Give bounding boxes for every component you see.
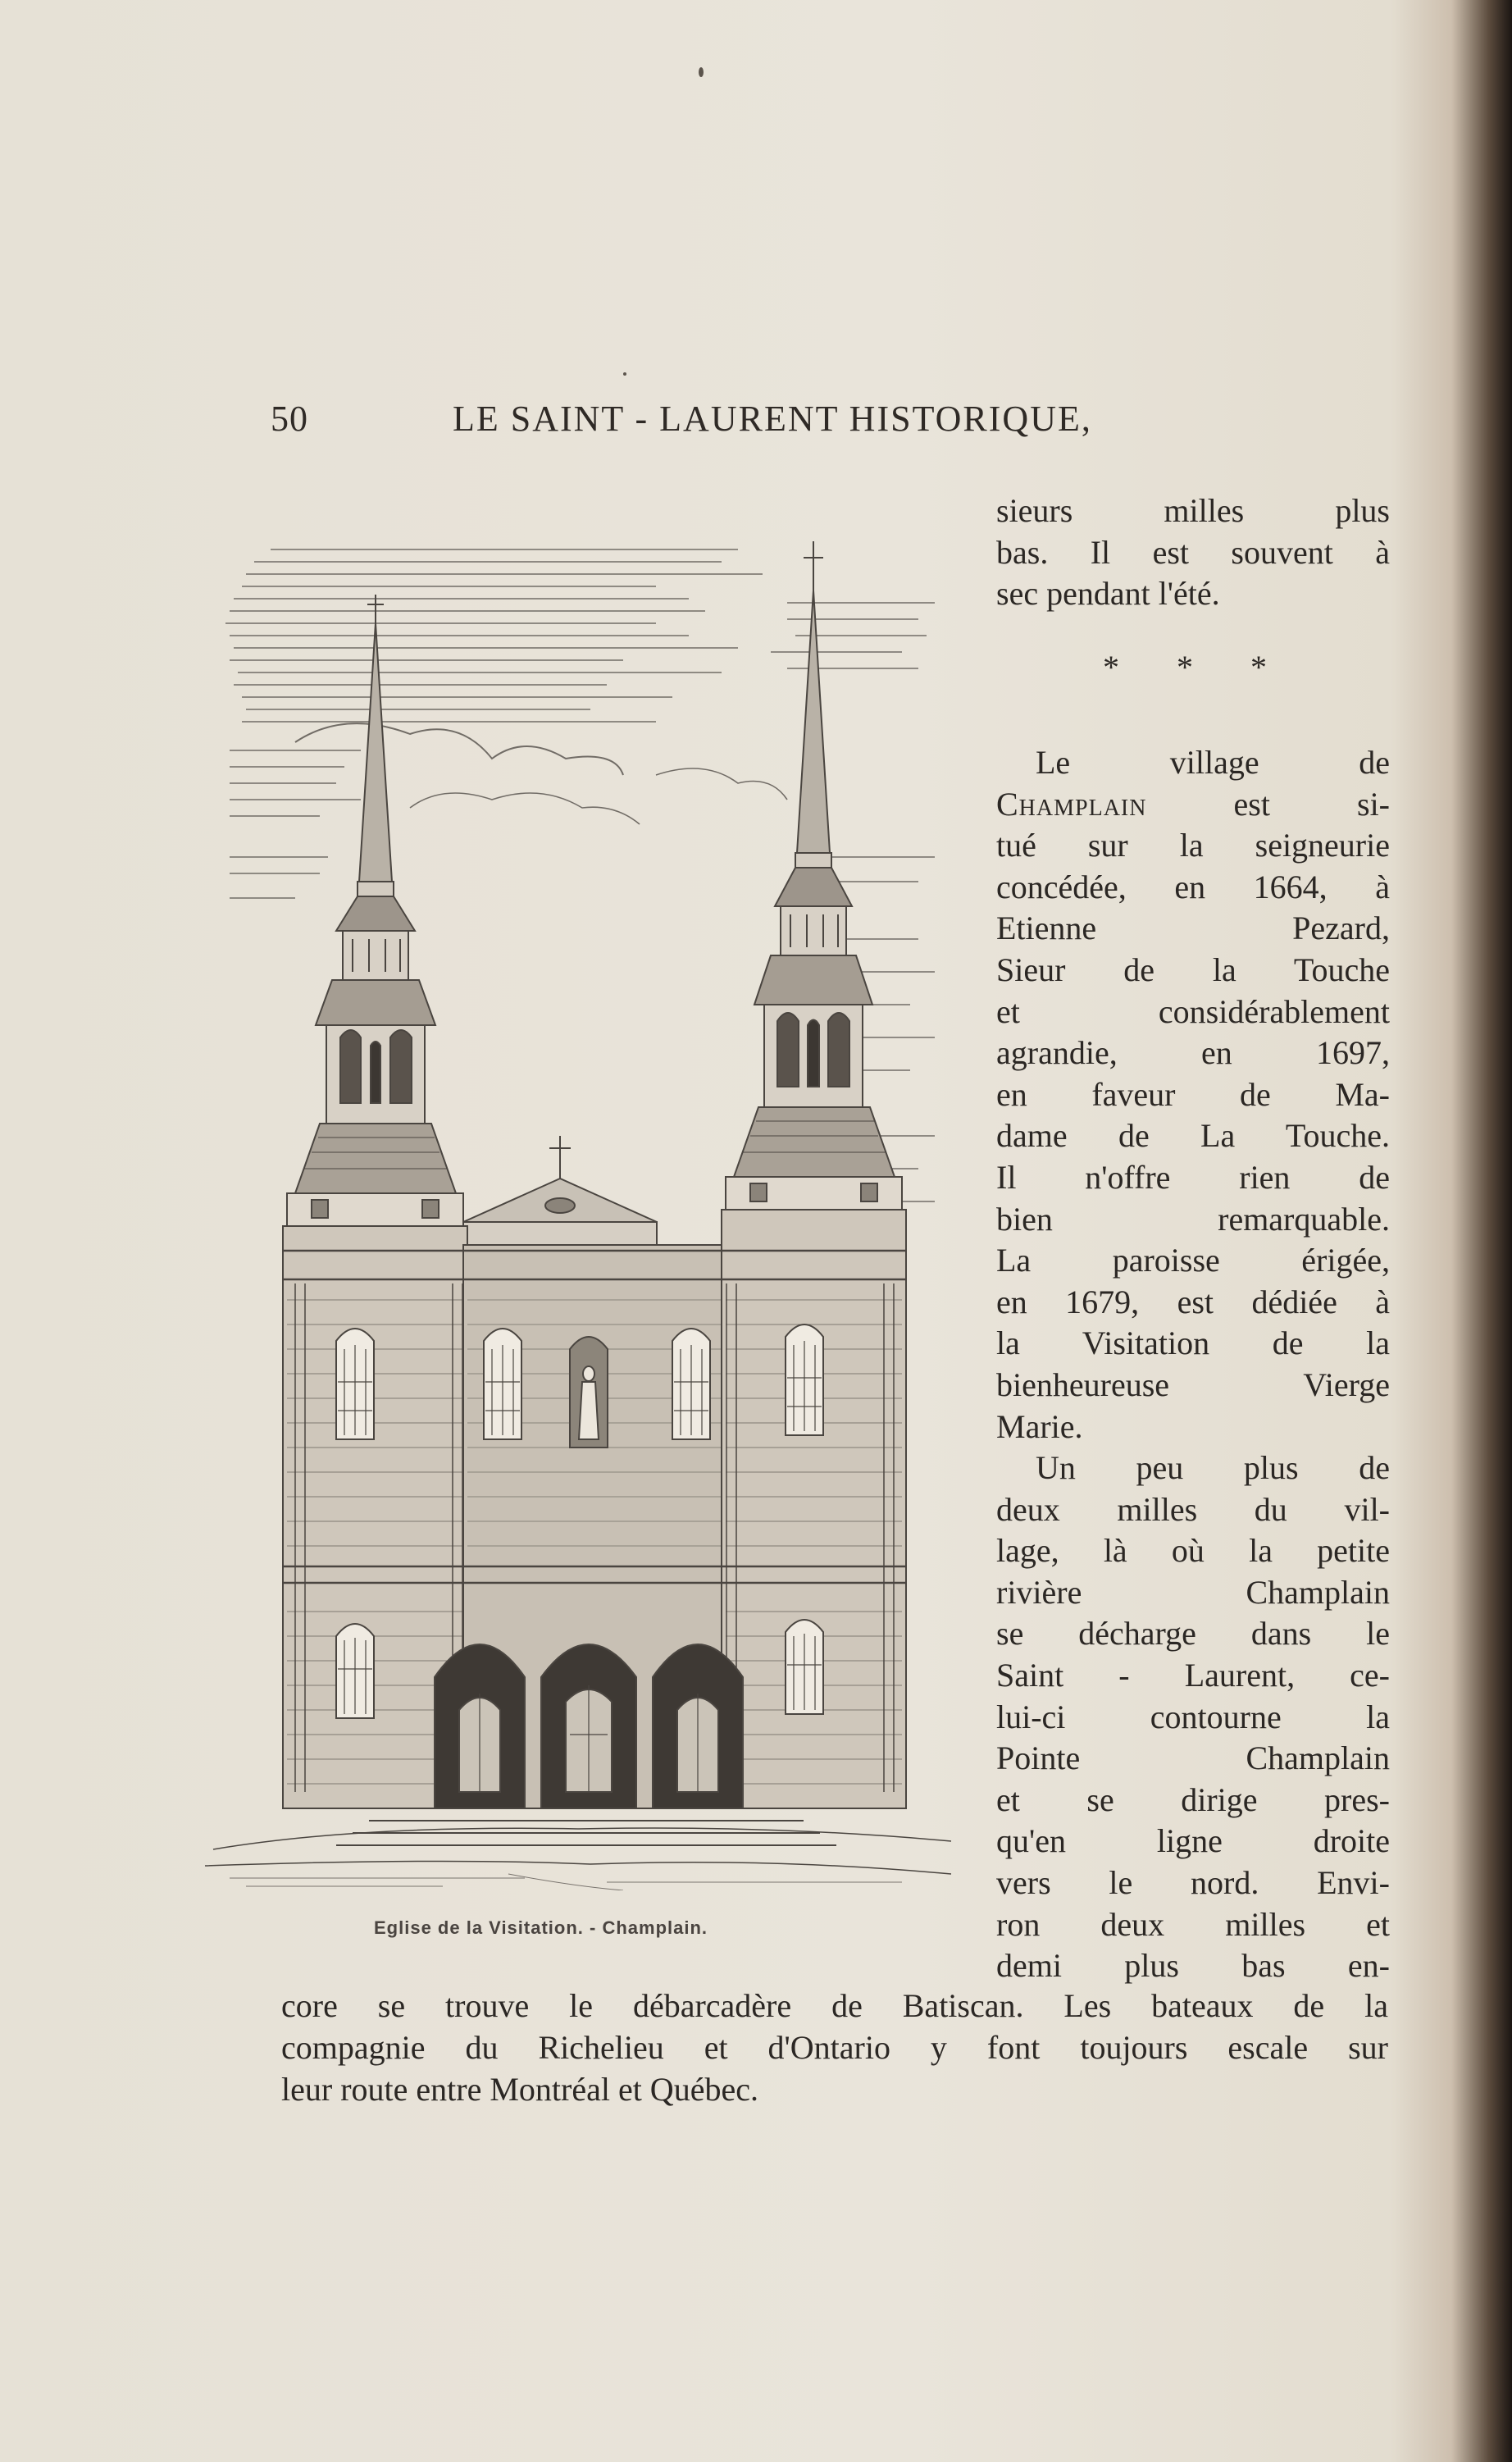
text-line: et considérablement [996, 992, 1390, 1030]
text-line: lui-ci contourne la [996, 1698, 1390, 1735]
ground [205, 1808, 951, 1890]
text-line: Le village de [1036, 744, 1390, 781]
text-line: qu'en ligne droite [996, 1822, 1390, 1860]
right-column [996, 490, 1390, 615]
text-line: demi plus bas en- [996, 1947, 1390, 1985]
text-line: sec pendant l'été. [996, 575, 1220, 613]
running-header [271, 398, 1271, 447]
text-line: ron deux milles et [996, 1905, 1390, 1943]
text-line: deux milles du vil- [996, 1490, 1390, 1528]
text-line: Il n'offre rien de [996, 1158, 1390, 1196]
text-line: sieurs milles plus [996, 492, 1390, 529]
text-line: rivière Champlain [996, 1573, 1390, 1611]
text-line: bas. Il est souvent à [996, 533, 1390, 571]
central-gable [463, 1136, 657, 1245]
facade [283, 1210, 906, 1808]
text-line: concédée, en 1664, à [996, 868, 1390, 905]
illustration-caption: Eglise de la Visitation. - Champlain. [374, 1917, 708, 1938]
section-separator: * * * [1103, 649, 1291, 686]
text-line: leur route entre Montréal et Québec. [281, 2071, 758, 2108]
text-line: la Visitation de la [996, 1324, 1390, 1362]
right-tower [726, 541, 902, 1210]
text-line: Marie. [996, 1407, 1083, 1445]
text-line: Pointe Champlain [996, 1739, 1390, 1777]
text-line: en faveur de Ma- [996, 1075, 1390, 1113]
text-fragment: est si- [1233, 785, 1390, 823]
text-line: et se dirige pres- [996, 1780, 1390, 1818]
page-number: 50 [271, 399, 308, 439]
text-line: bienheureuse Vierge [996, 1365, 1390, 1403]
text-line: Un peu plus de [1036, 1449, 1390, 1487]
text-line: Sieur de la Touche [996, 951, 1390, 988]
text-line: lage, là où la petite [996, 1532, 1390, 1570]
text-line: Saint - Laurent, ce- [996, 1657, 1390, 1694]
running-title: LE SAINT - LAURENT HISTORIQUE, [453, 399, 1092, 439]
text-line [996, 784, 1390, 826]
text-line: vers le nord. Envi- [996, 1864, 1390, 1902]
text-line: Etienne Pezard, [996, 910, 1390, 947]
left-tower [287, 595, 463, 1226]
text-line: La paroisse érigée, [996, 1242, 1390, 1279]
text-line: se décharge dans le [996, 1615, 1390, 1653]
text-line: en 1679, est dédiée à [996, 1283, 1390, 1320]
text-line: agrandie, en 1697, [996, 1034, 1390, 1072]
full-width-text [281, 1985, 1388, 2110]
church-illustration [197, 513, 959, 1890]
ink-speck [699, 67, 704, 77]
text-line: tué sur la seigneurie [996, 827, 1390, 864]
place-name: Champlain [996, 785, 1147, 823]
text-line: dame de La Touche. [996, 1117, 1390, 1155]
text-line: bien remarquable. [996, 1200, 1390, 1238]
ink-speck [623, 372, 626, 376]
paragraph-champlain [996, 742, 1390, 1987]
text-line: compagnie du Richelieu et d'Ontario y font toujours escale sur [281, 2029, 1388, 2066]
text-line: core se trouve le débarcadère de Batiscan. Les bateaux de la [281, 1987, 1388, 2024]
